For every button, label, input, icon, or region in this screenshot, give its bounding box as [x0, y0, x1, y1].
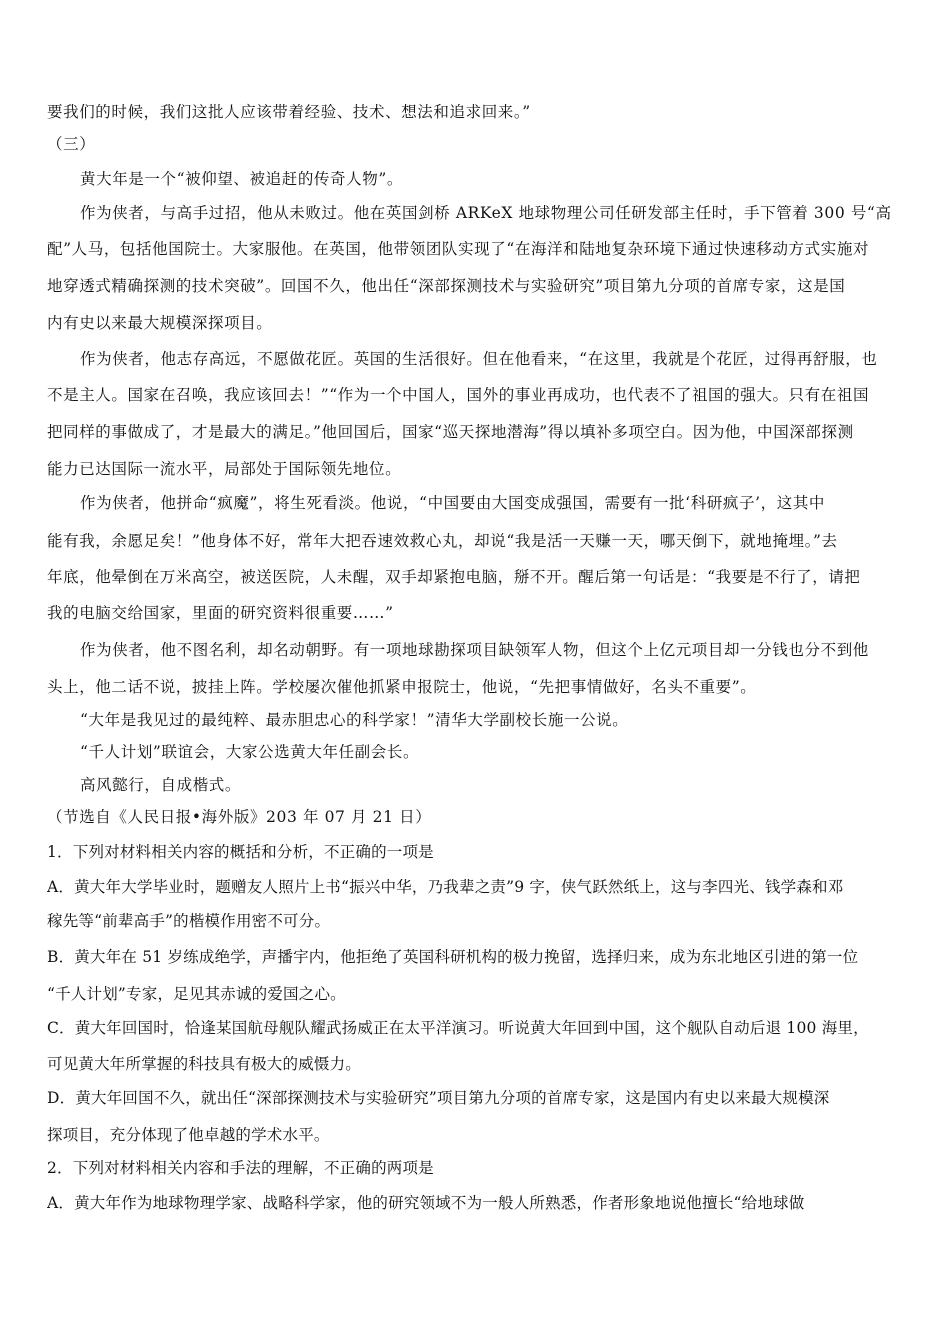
text-line: 地穿透式精确探测的技术突破”。回国不久，他出任“深部探测技术与实验研究”项目第九分项的首席专家，这是国: [47, 277, 846, 295]
text-line: 作为侠者，他志存高远，不愿做花匠。英国的生活很好。但在他看来，“在这里，我就是个花匠，过得再舒服，也: [80, 350, 878, 368]
text-line: 高风懿行，自成楷式。: [80, 776, 242, 794]
text-line: 把同样的事做成了，才是最大的满足。”他回国后，国家“巡天探地潜海”得以填补多项空白。因为他，中国深部探测: [47, 423, 854, 441]
option-a-line: A．黄大年大学毕业时，题赠友人照片上书“振兴中华，乃我辈之责”9 字，侠气跃然纸上，这与李四光、钱学森和邓: [47, 878, 844, 896]
text-line: “大年是我见过的最纯粹、最赤胆忠心的科学家！”清华大学副校长施一公说。: [80, 711, 629, 729]
text-line: 能力已达国际一流水平，局部处于国际领先地位。: [47, 460, 402, 478]
text-line: 不是主人。国家在召唤，我应该回去！”“作为一个中国人，国外的事业再成功，也代表不了祖国的强大。只有在祖国: [47, 386, 870, 404]
text-line: 要我们的时候，我们这批人应该带着经验、技术、想法和追求回来。”: [47, 103, 531, 121]
option-a-line: 稼先等“前辈高手”的楷模作用密不可分。: [47, 912, 331, 930]
section-heading: （三）: [47, 135, 96, 153]
option-b-line: B．黄大年在 51 岁练成绝学，声播宇内，他拒绝了英国科研机构的极力挽留，选择归来，成为东北地区引进的第一位: [47, 948, 859, 966]
text-line: “千人计划”联谊会，大家公选黄大年任副会长。: [80, 743, 420, 761]
option-d-line: 探项目，充分体现了他卓越的学术水平。: [47, 1126, 330, 1144]
text-line: 内有史以来最大规模深探项目。: [47, 314, 273, 332]
option-c-line: 可见黄大年所掌握的科技具有极大的威慑力。: [47, 1055, 362, 1073]
question-stem: 2．下列对材料相关内容和手法的理解，不正确的两项是: [47, 1159, 434, 1177]
text-line: 配”人马，包括他国院士。大家服他。在英国，他带领团队实现了“在海洋和陆地复杂环境下通过快速移动方式实施对: [47, 240, 870, 258]
source-citation: （节选自《人民日报•海外版》203 年 07 月 21 日）: [47, 808, 432, 826]
question-stem: 1．下列对材料相关内容的概括和分析，不正确的一项是: [47, 843, 434, 861]
text-line: 作为侠者，他不图名利，却名动朝野。有一项地球勘探项目缺领军人物，但这个上亿元项目却一分钱也分不到他: [80, 641, 869, 659]
text-line: 作为侠者，他拼命“疯魔”，将生死看淡。他说，“中国要由大国变成强国，需要有一批‘科研疯子’，这其中: [80, 494, 826, 512]
text-line: 作为侠者，与高手过招，他从未败过。他在英国剑桥 ARKeX 地球物理公司任研发部主任时，手下管着 300 号“高: [80, 204, 892, 222]
option-a-line: A．黄大年作为地球物理学家、战略科学家，他的研究领域不为一般人所熟悉，作者形象地说他擅长“给地球做: [47, 1194, 805, 1212]
option-b-line: “千人计划”专家，足见其赤诚的爱国之心。: [47, 985, 346, 1003]
text-line: 头上，他二话不说，披挂上阵。学校屡次催他抓紧申报院士，他说，“先把事情做好，名头不重要”。: [47, 678, 757, 696]
option-c-line: C．黄大年回国时，恰逢某国航母舰队耀武扬威正在太平洋演习。听说黄大年回到中国，这个舰队自动后退 100 海里，: [47, 1019, 869, 1037]
text-line: 我的电脑交给国家，里面的研究资料很重要……”: [47, 604, 394, 622]
text-line: 黄大年是一个“被仰望、被追赶的传奇人物”。: [80, 170, 403, 188]
text-line: 年底，他晕倒在万米高空，被送医院，人未醒，双手却紧抱电脑，掰不开。醒后第一句话是：“我要是不行了，请把: [47, 568, 861, 586]
text-line: 能有我，余愿足矣！”他身体不好，常年大把吞速效救心丸，却说“我是活一天赚一天，哪天倒下，就地掩埋。”去: [47, 532, 838, 550]
option-d-line: D．黄大年回国不久，就出任“深部探测技术与实验研究”项目第九分项的首席专家，这是国内有史以来最大规模深: [47, 1089, 830, 1107]
